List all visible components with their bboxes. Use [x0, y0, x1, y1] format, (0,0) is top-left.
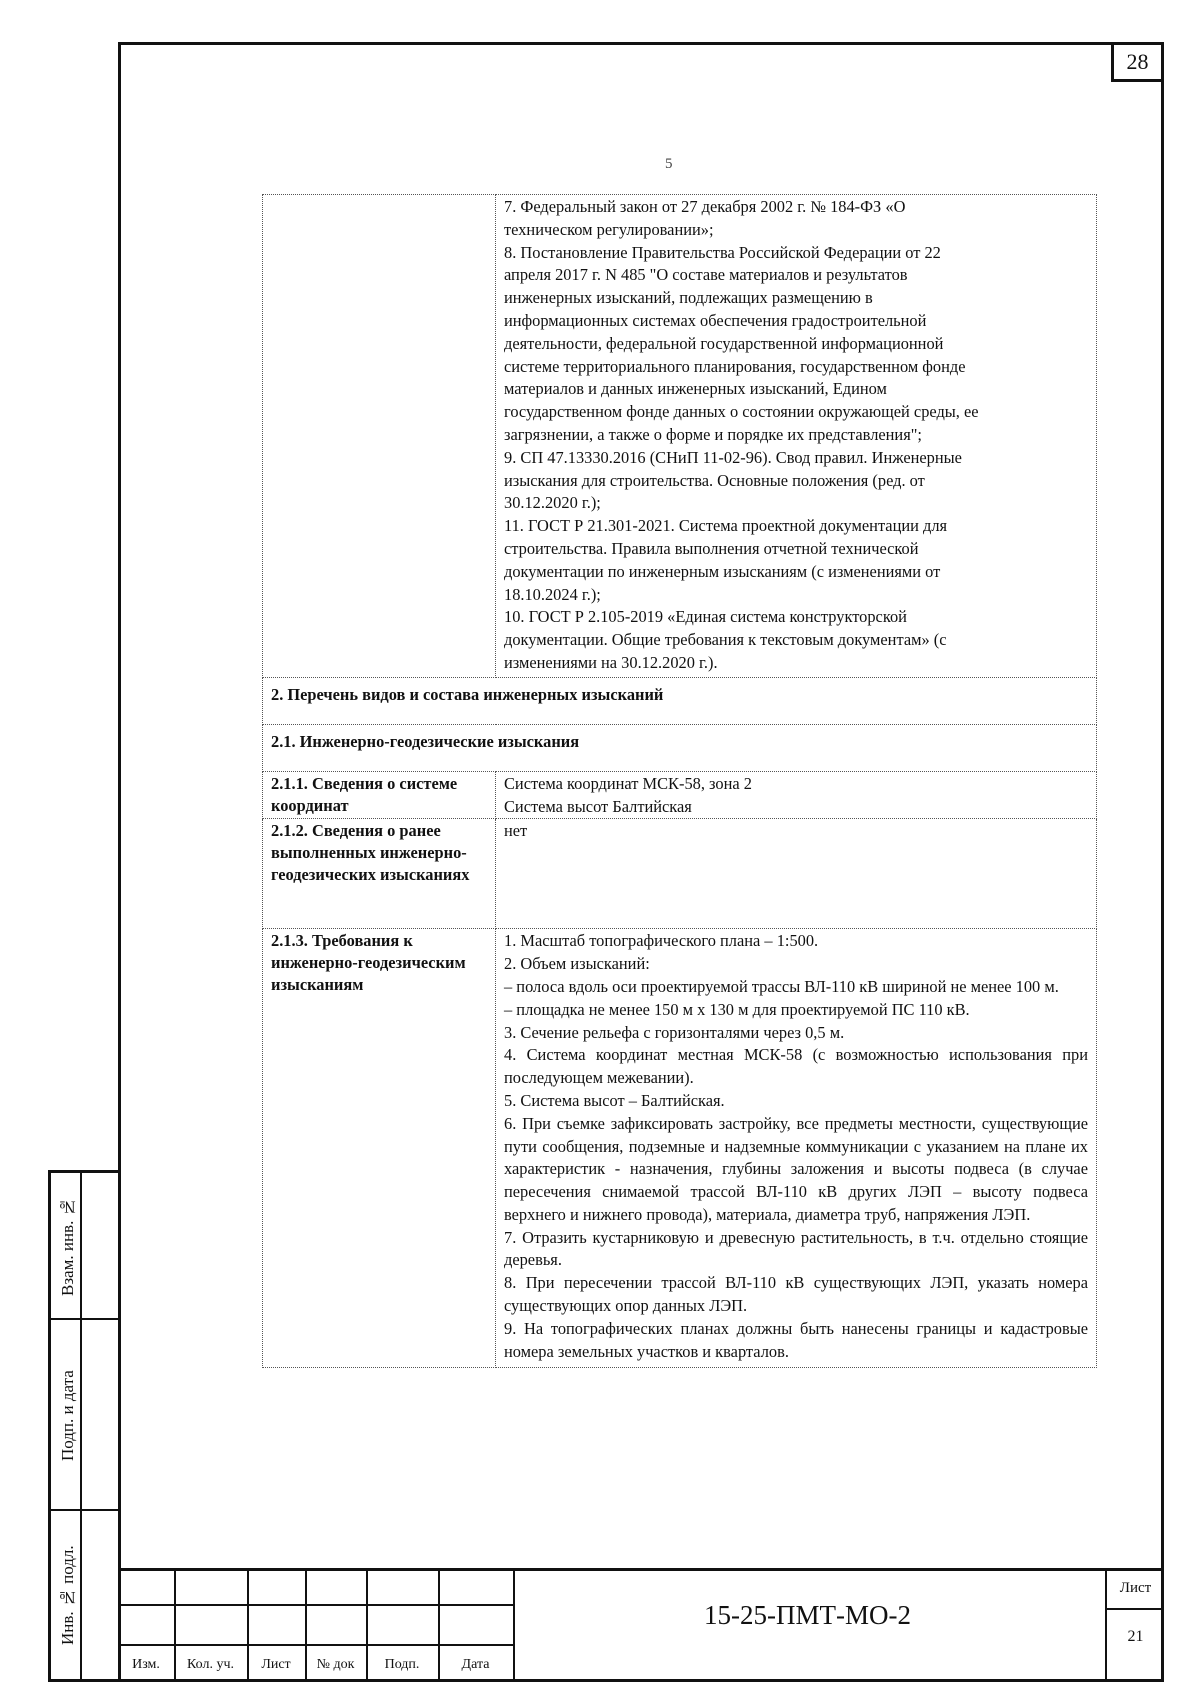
grid-line: [513, 1568, 515, 1682]
document-code: 15-25-ПМТ-МО-2: [704, 1600, 911, 1630]
podp-data-label: Подп. и дата: [58, 1370, 77, 1461]
text-line: строительства. Правила выполнения отчетной технической: [504, 538, 919, 558]
sheet-number: 21: [1127, 1628, 1144, 1645]
podp-label: Подп.: [384, 1657, 420, 1672]
list-item: 7. Отразить кустарниковую и древесную растительность, в т.ч. отдельно стоящие деревья.: [504, 1227, 1088, 1270]
list-item: 8. При пересечении трассой ВЛ-110 кВ существующих ЛЭП, указать номера существующих опор данных ЛЭП.: [504, 1273, 1088, 1316]
row-value: [496, 929, 1097, 1368]
ndok-label: № док: [316, 1657, 355, 1672]
page-number-top: 28: [1111, 42, 1164, 82]
text-line: документации по инженерным изысканиям (с изменениями от: [504, 561, 941, 581]
text-line: материалов и данных инженерных изысканий, Едином: [504, 379, 887, 399]
row-value: нет: [496, 819, 1097, 929]
text-line: апреля 2017 г. N 485 "О составе материалов и результатов: [504, 265, 908, 285]
inner-page-number: 5: [665, 156, 673, 172]
text-line: Система координат МСК-58, зона 2: [504, 773, 752, 793]
kol-uch-label: Кол. уч.: [187, 1657, 234, 1672]
izm-label: Изм.: [132, 1657, 160, 1672]
text-line: изменениями на 30.12.2020 г.).: [504, 652, 718, 672]
text-line: информационных системах обеспечения градостроительной: [504, 310, 927, 330]
vzam-inv-label: Взам. инв. №: [58, 1197, 77, 1296]
empty-cell: [263, 195, 496, 678]
text-line: изыскания для строительства. Основные положения (ред. от: [504, 470, 925, 490]
row-label: 2.1.1. Сведения о системе координат: [263, 771, 496, 819]
data-label: Дата: [461, 1657, 490, 1672]
text-line: 8. Постановление Правительства Российской Федерации от 22: [504, 242, 941, 262]
text-line: инженерных изысканий, подлежащих размещению в: [504, 288, 873, 308]
text-line: 9. СП 47.13330.2016 (СНиП 11-02-96). Свод правил. Инженерные: [504, 447, 962, 467]
subsection-heading: 2.1. Инженерно-геодезические изыскания: [263, 724, 1097, 771]
text-line: 18.10.2024 г.);: [504, 584, 601, 604]
table-row: [263, 929, 1097, 1368]
text-line: 30.12.2020 г.);: [504, 493, 601, 513]
text-line: государственном фонде данных о состоянии окружающей среды, ее: [504, 402, 979, 422]
list-item: – полоса вдоль оси проектируемой трассы ВЛ-110 кВ шириной не менее 100 м.: [504, 976, 1059, 996]
text-line: 10. ГОСТ Р 2.105-2019 «Единая система конструкторской: [504, 607, 907, 627]
row-value: [496, 771, 1097, 819]
list-item: 5. Система высот – Балтийская.: [504, 1090, 725, 1110]
text-line: Система высот Балтийская: [504, 796, 692, 816]
table-row: [263, 724, 1097, 771]
list-label: Лист: [261, 1657, 291, 1672]
list-item: 2. Объем изысканий:: [504, 954, 650, 974]
regulations-cell: [496, 195, 1097, 678]
row-label: 2.1.2. Сведения о ранее выполненных инженерно-геодезических изысканиях: [263, 819, 496, 929]
grid-line: [118, 1644, 513, 1646]
list-item: 9. На топографических планах должны быть нанесены границы и кадастровые номера земельных участков и кварталов.: [504, 1318, 1088, 1361]
list-item: 4. Система координат местная МСК-58 (с возможностью использования при последующем межевании).: [504, 1045, 1088, 1088]
text-line: техническом регулировании»;: [504, 219, 714, 239]
sheet-label: Лист: [1119, 1580, 1152, 1596]
table-row: [263, 819, 1097, 929]
list-item: 1. Масштаб топографического плана – 1:500.: [504, 931, 819, 951]
row-label: 2.1.3. Требования к инженерно-геодезическим изысканиям: [263, 929, 496, 1368]
text-line: системе территориального планирования, государственном фонде: [504, 356, 966, 376]
text-line: 11. ГОСТ Р 21.301-2021. Система проектной документации для: [504, 516, 948, 536]
grid-line: [1105, 1608, 1164, 1610]
table-row: [263, 195, 1097, 678]
requirements-table: [262, 194, 1097, 1368]
grid-line: [118, 1604, 513, 1606]
table-row: [263, 677, 1097, 724]
list-item: 3. Сечение рельефа с горизонталями через 0,5 м.: [504, 1022, 845, 1042]
text-line: 7. Федеральный закон от 27 декабря 2002 г. № 184-ФЗ «О: [504, 197, 906, 216]
inv-podl-label: Инв. № подл.: [58, 1545, 77, 1645]
table-row: [263, 771, 1097, 819]
text-line: документации. Общие требования к текстовым документам» (с: [504, 630, 947, 650]
section-heading: 2. Перечень видов и состава инженерных изысканий: [263, 677, 1097, 724]
list-item: – площадка не менее 150 м х 130 м для проектируемой ПС 110 кВ.: [504, 999, 970, 1019]
text-line: деятельности, федеральной государственной информационной: [504, 333, 944, 353]
list-item: 6. При съемке зафиксировать застройку, все предметы местности, существующие пути сообщения, подземные и надземные коммуникации с указанием на плане их характеристик - назначения, глубины заложения и высоты подвеса (в случае пересечения снимаемой трассой ВЛ-110 кВ других ЛЭП – высоту подвеса верхнего и нижнего провода), материала, диаметра труб, напряжения ЛЭП.: [504, 1113, 1088, 1224]
side-stamp: [48, 1170, 118, 1682]
text-line: загрязнении, а также о форме и порядке их представления";: [504, 424, 922, 444]
